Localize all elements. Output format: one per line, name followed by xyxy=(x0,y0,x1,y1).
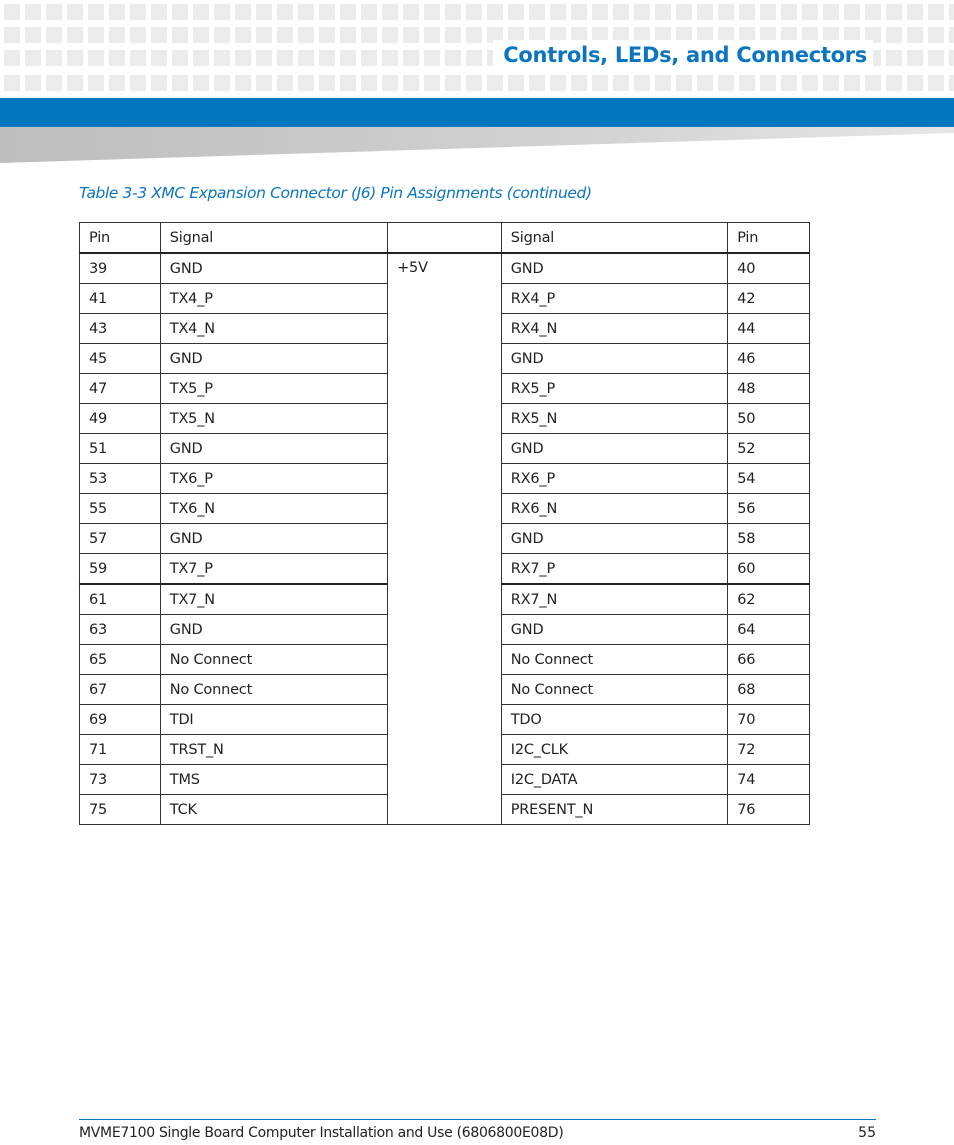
header-tile xyxy=(949,27,954,43)
header-tile xyxy=(886,4,902,20)
header-tile xyxy=(151,75,167,91)
header-tile xyxy=(235,4,251,20)
header-tile xyxy=(151,4,167,20)
header-tile xyxy=(67,50,83,66)
header-tile xyxy=(886,27,902,43)
header-tile xyxy=(277,75,293,91)
pin-left-cell: 53 xyxy=(80,464,161,494)
signal-right-cell: GND xyxy=(501,253,727,284)
pin-left-cell: 41 xyxy=(80,284,161,314)
footer-page-number: 55 xyxy=(858,1125,876,1141)
pin-right-cell: 46 xyxy=(728,344,810,374)
signal-left-cell: TCK xyxy=(160,795,387,825)
pin-left-cell: 47 xyxy=(80,374,161,404)
signal-right-cell: RX6_N xyxy=(501,494,727,524)
header-tile xyxy=(907,27,923,43)
header-tile xyxy=(214,50,230,66)
signal-left-cell: TX4_N xyxy=(160,314,387,344)
header-tile xyxy=(214,27,230,43)
header-tile xyxy=(844,4,860,20)
header-tile xyxy=(46,75,62,91)
header-signal-right: Signal xyxy=(501,223,727,254)
header-tile xyxy=(256,75,272,91)
header-tile xyxy=(46,50,62,66)
pin-left-cell: 49 xyxy=(80,404,161,434)
header-tile xyxy=(928,75,944,91)
header-tile xyxy=(571,75,587,91)
signal-left-cell: No Connect xyxy=(160,645,387,675)
header-tile xyxy=(613,75,629,91)
header-tile xyxy=(277,27,293,43)
header-tile xyxy=(88,4,104,20)
header-tile xyxy=(340,27,356,43)
header-tile xyxy=(235,75,251,91)
header-tile xyxy=(382,50,398,66)
signal-left-cell: TMS xyxy=(160,765,387,795)
header-tile xyxy=(802,75,818,91)
pin-right-cell: 40 xyxy=(728,253,810,284)
header-tile xyxy=(298,75,314,91)
header-tile xyxy=(4,50,20,66)
header-tile xyxy=(466,75,482,91)
header-tile xyxy=(88,75,104,91)
header-tile xyxy=(403,50,419,66)
signal-right-cell: GND xyxy=(501,524,727,554)
header-tile xyxy=(613,4,629,20)
header-tile xyxy=(319,27,335,43)
header-tile xyxy=(172,75,188,91)
header-tile xyxy=(949,50,954,66)
header-tile xyxy=(193,27,209,43)
header-tile xyxy=(487,75,503,91)
header-tile xyxy=(4,27,20,43)
header-tile xyxy=(634,75,650,91)
header-tile xyxy=(445,27,461,43)
signal-right-cell: No Connect xyxy=(501,645,727,675)
header-tile xyxy=(172,4,188,20)
pin-right-cell: 44 xyxy=(728,314,810,344)
signal-left-cell: TX6_N xyxy=(160,494,387,524)
pin-left-cell: 73 xyxy=(80,765,161,795)
header-tile xyxy=(403,27,419,43)
signal-left-cell: TX6_P xyxy=(160,464,387,494)
header-tile xyxy=(298,50,314,66)
header-tile xyxy=(508,4,524,20)
header-tile xyxy=(508,75,524,91)
pin-left-cell: 75 xyxy=(80,795,161,825)
header-tile xyxy=(676,75,692,91)
header-tile xyxy=(361,27,377,43)
header-tile xyxy=(697,4,713,20)
header-tile xyxy=(151,50,167,66)
header-tile xyxy=(865,75,881,91)
header-signal-left: Signal xyxy=(160,223,387,254)
header-tile xyxy=(382,27,398,43)
header-pin-left: Pin xyxy=(80,223,161,254)
header-tile xyxy=(781,75,797,91)
signal-left-cell: TX7_P xyxy=(160,554,387,585)
pin-left-cell: 51 xyxy=(80,434,161,464)
header-tile xyxy=(172,50,188,66)
pin-left-cell: 59 xyxy=(80,554,161,585)
header-tile xyxy=(445,4,461,20)
header-tile xyxy=(445,50,461,66)
tile-row xyxy=(4,4,954,20)
signal-left-cell: TX5_P xyxy=(160,374,387,404)
pin-right-cell: 58 xyxy=(728,524,810,554)
pin-right-cell: 42 xyxy=(728,284,810,314)
header-tile xyxy=(907,4,923,20)
signal-left-cell: TX4_P xyxy=(160,284,387,314)
header-tile xyxy=(214,4,230,20)
header-tile xyxy=(865,4,881,20)
header-tile xyxy=(928,50,944,66)
header-tile xyxy=(361,50,377,66)
pin-left-cell: 61 xyxy=(80,584,161,615)
header-tile xyxy=(907,50,923,66)
header-tile xyxy=(88,50,104,66)
header-tile xyxy=(823,75,839,91)
pin-left-cell: 55 xyxy=(80,494,161,524)
header-tile xyxy=(424,27,440,43)
pin-left-cell: 71 xyxy=(80,735,161,765)
header-tile xyxy=(382,4,398,20)
header-tile xyxy=(109,75,125,91)
pin-left-cell: 63 xyxy=(80,615,161,645)
header-tile xyxy=(382,75,398,91)
header-tile xyxy=(529,75,545,91)
header-tile xyxy=(361,75,377,91)
header-tile xyxy=(424,75,440,91)
section-title: Controls, LEDs, and Connectors xyxy=(493,40,873,70)
header-tile xyxy=(697,75,713,91)
header-tile xyxy=(550,75,566,91)
footer-rule xyxy=(79,1119,876,1120)
signal-left-cell: TX7_N xyxy=(160,584,387,615)
header-tile xyxy=(634,4,650,20)
header-pin-right: Pin xyxy=(728,223,810,254)
pin-right-cell: 60 xyxy=(728,554,810,585)
footer-doc-title: MVME7100 Single Board Computer Installation and Use (6806800E08D) xyxy=(79,1125,564,1141)
header-tile xyxy=(445,75,461,91)
header-tile xyxy=(130,50,146,66)
header-tile xyxy=(886,75,902,91)
signal-right-cell: RX6_P xyxy=(501,464,727,494)
pin-right-cell: 48 xyxy=(728,374,810,404)
signal-left-cell: No Connect xyxy=(160,675,387,705)
pin-assignment-table xyxy=(79,222,810,825)
header-tile xyxy=(718,4,734,20)
table-header-row xyxy=(80,223,810,254)
header-tile xyxy=(256,50,272,66)
signal-right-cell: RX4_N xyxy=(501,314,727,344)
pin-left-cell: 45 xyxy=(80,344,161,374)
header-tile xyxy=(739,75,755,91)
signal-right-cell: GND xyxy=(501,344,727,374)
signal-right-cell: I2C_CLK xyxy=(501,735,727,765)
pin-right-cell: 56 xyxy=(728,494,810,524)
pin-left-cell: 43 xyxy=(80,314,161,344)
header-tile xyxy=(214,75,230,91)
header-tile xyxy=(67,27,83,43)
signal-right-cell: RX7_P xyxy=(501,554,727,585)
header-tile xyxy=(403,4,419,20)
header-tile xyxy=(340,75,356,91)
header-tile xyxy=(760,75,776,91)
header-tile xyxy=(403,75,419,91)
pin-right-cell: 62 xyxy=(728,584,810,615)
pin-left-cell: 69 xyxy=(80,705,161,735)
header-tile xyxy=(4,4,20,20)
header-tile xyxy=(340,50,356,66)
header-tile xyxy=(277,50,293,66)
header-tile xyxy=(655,4,671,20)
header-tile xyxy=(718,75,734,91)
header-tile xyxy=(928,4,944,20)
pin-right-cell: 66 xyxy=(728,645,810,675)
table-row xyxy=(80,253,810,284)
signal-right-cell: TDO xyxy=(501,705,727,735)
signal-right-cell: GND xyxy=(501,615,727,645)
signal-right-cell: PRESENT_N xyxy=(501,795,727,825)
header-tile xyxy=(760,4,776,20)
pin-left-cell: 65 xyxy=(80,645,161,675)
header-tile xyxy=(676,4,692,20)
header-tile xyxy=(844,75,860,91)
header-tile xyxy=(67,4,83,20)
header-tile xyxy=(109,27,125,43)
signal-right-cell: RX4_P xyxy=(501,284,727,314)
signal-left-cell: GND xyxy=(160,615,387,645)
header-tile xyxy=(67,75,83,91)
header-tile xyxy=(130,75,146,91)
header-tile xyxy=(25,4,41,20)
header-tile xyxy=(130,4,146,20)
signal-left-cell: GND xyxy=(160,344,387,374)
signal-right-cell: RX5_N xyxy=(501,404,727,434)
header-tile xyxy=(46,4,62,20)
header-tile xyxy=(823,4,839,20)
signal-left-cell: TDI xyxy=(160,705,387,735)
pin-left-cell: 67 xyxy=(80,675,161,705)
header-tile xyxy=(781,4,797,20)
header-tile xyxy=(466,4,482,20)
pin-right-cell: 64 xyxy=(728,615,810,645)
header-tile xyxy=(151,27,167,43)
pin-right-cell: 50 xyxy=(728,404,810,434)
signal-right-cell: No Connect xyxy=(501,675,727,705)
header-gray-wedge xyxy=(0,127,954,163)
header-tile xyxy=(466,27,482,43)
header-tile xyxy=(193,4,209,20)
signal-right-cell: I2C_DATA xyxy=(501,765,727,795)
header-tile xyxy=(529,4,545,20)
pin-right-cell: 72 xyxy=(728,735,810,765)
header-tile xyxy=(46,27,62,43)
header-tile xyxy=(592,4,608,20)
header-middle xyxy=(388,223,502,254)
pin-left-cell: 39 xyxy=(80,253,161,284)
header-tile xyxy=(235,50,251,66)
header-tile xyxy=(109,50,125,66)
header-tile xyxy=(802,4,818,20)
header-tile xyxy=(277,4,293,20)
header-tile xyxy=(571,4,587,20)
pin-right-cell: 54 xyxy=(728,464,810,494)
header-tile xyxy=(172,27,188,43)
header-tile xyxy=(949,4,954,20)
header-tile xyxy=(4,75,20,91)
header-tile xyxy=(319,4,335,20)
header-tile xyxy=(550,4,566,20)
signal-left-cell: GND xyxy=(160,434,387,464)
middle-voltage-cell: +5V xyxy=(388,253,502,825)
header-tile xyxy=(424,50,440,66)
header-tile xyxy=(25,75,41,91)
signal-left-cell: GND xyxy=(160,524,387,554)
header-tile xyxy=(319,50,335,66)
pin-left-cell: 57 xyxy=(80,524,161,554)
header-tile xyxy=(256,27,272,43)
header-tile xyxy=(130,27,146,43)
header-tile xyxy=(886,50,902,66)
header-tile xyxy=(487,4,503,20)
pin-right-cell: 70 xyxy=(728,705,810,735)
header-tile xyxy=(655,75,671,91)
header-tile xyxy=(907,75,923,91)
pin-right-cell: 68 xyxy=(728,675,810,705)
pin-right-cell: 74 xyxy=(728,765,810,795)
signal-left-cell: GND xyxy=(160,253,387,284)
header-tile xyxy=(256,4,272,20)
header-tile xyxy=(298,27,314,43)
header-tile xyxy=(592,75,608,91)
header-tile xyxy=(235,27,251,43)
signal-left-cell: TX5_N xyxy=(160,404,387,434)
pin-right-cell: 76 xyxy=(728,795,810,825)
header-tile xyxy=(739,4,755,20)
header-tile xyxy=(466,50,482,66)
header-tile xyxy=(193,75,209,91)
header-tile xyxy=(928,27,944,43)
header-tile xyxy=(361,4,377,20)
header-tile xyxy=(88,27,104,43)
signal-right-cell: GND xyxy=(501,434,727,464)
signal-right-cell: RX7_N xyxy=(501,584,727,615)
pin-right-cell: 52 xyxy=(728,434,810,464)
table-caption: Table 3-3 XMC Expansion Connector (J6) Pin Assignments (continued) xyxy=(79,184,592,202)
header-tile xyxy=(25,50,41,66)
header-tile xyxy=(25,27,41,43)
header-tile xyxy=(109,4,125,20)
tile-row xyxy=(4,75,954,91)
signal-right-cell: RX5_P xyxy=(501,374,727,404)
header-tile xyxy=(319,75,335,91)
header-tile xyxy=(424,4,440,20)
signal-left-cell: TRST_N xyxy=(160,735,387,765)
header-tile xyxy=(298,4,314,20)
header-tile xyxy=(340,4,356,20)
header-tile xyxy=(949,75,954,91)
header-blue-bar xyxy=(0,98,954,127)
header-tile xyxy=(193,50,209,66)
